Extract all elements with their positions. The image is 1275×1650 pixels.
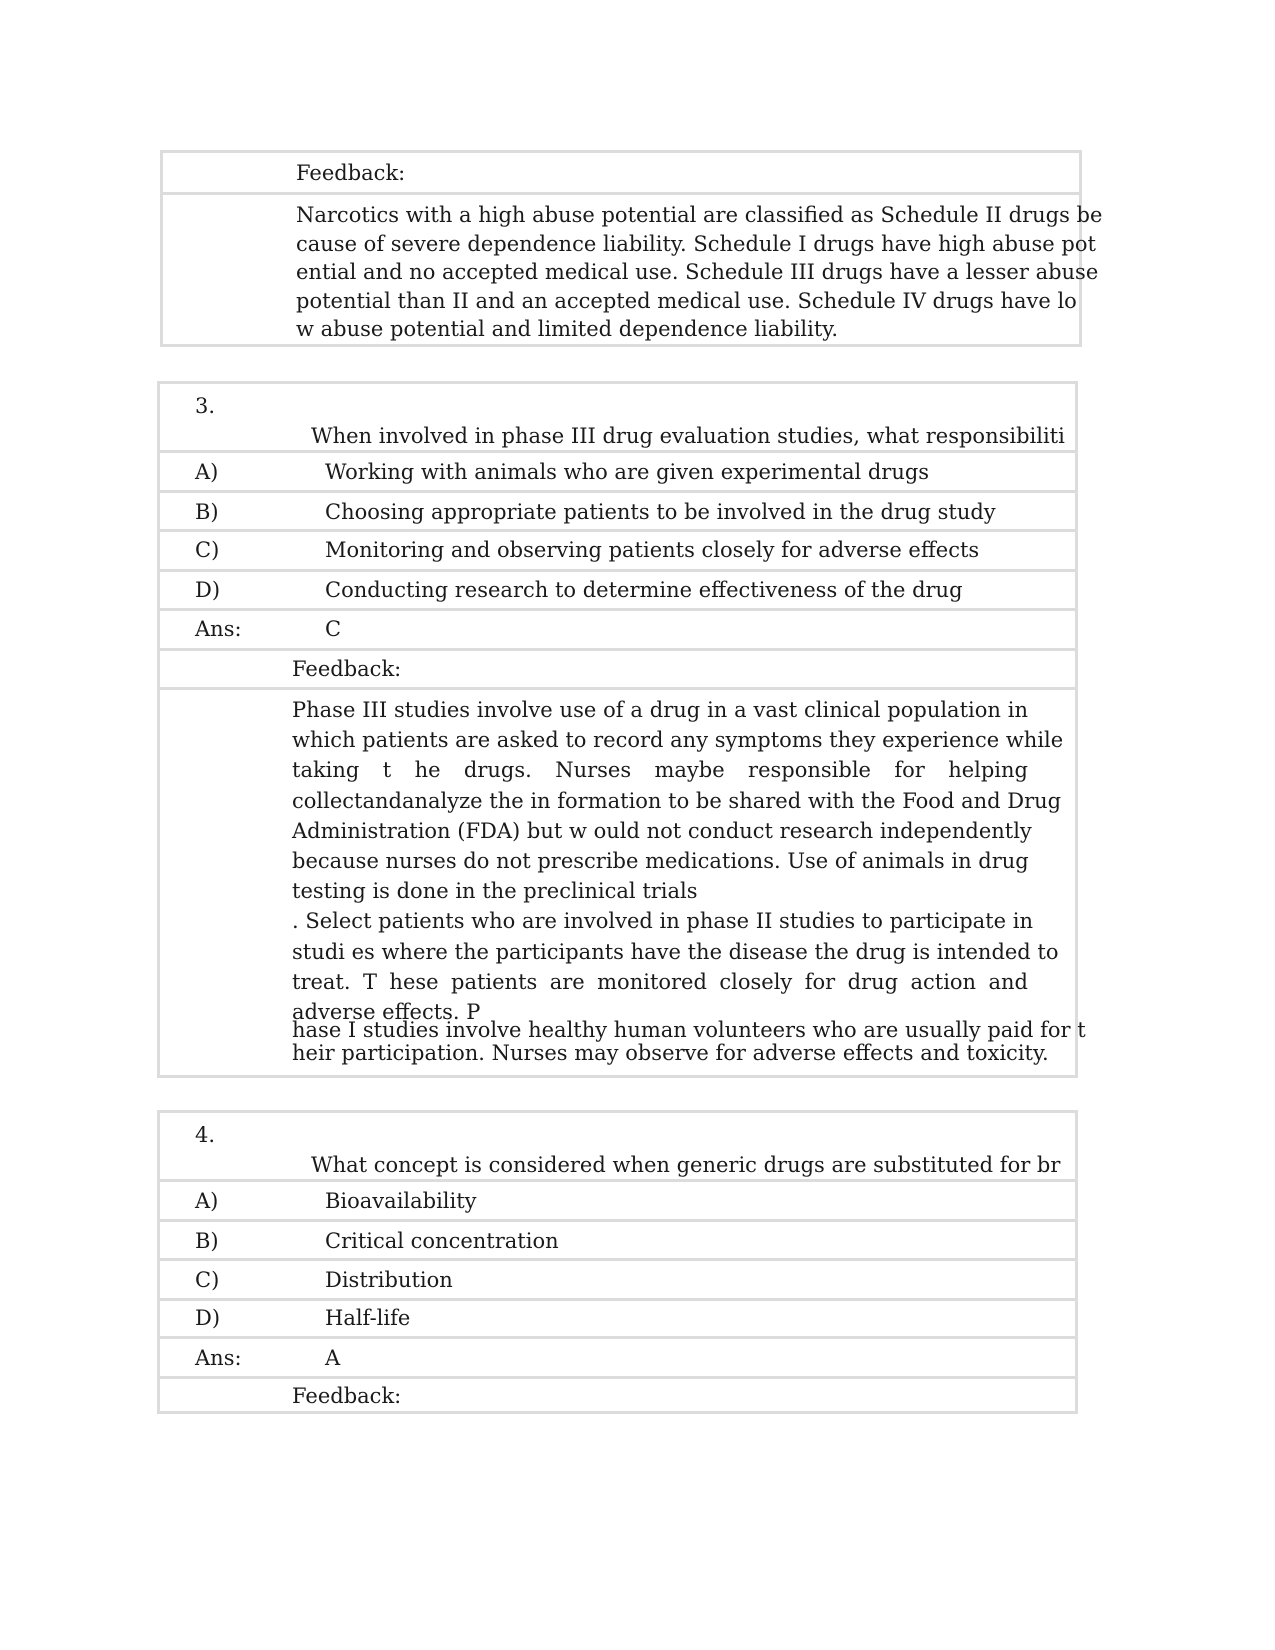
answer-label: Ans:: [195, 1346, 242, 1370]
option-letter: B): [195, 1229, 219, 1253]
answer-label: Ans:: [195, 617, 242, 641]
feedback-line: treat. T hese patients are monitored closely for drug action and: [292, 969, 1028, 994]
question-block-4: [157, 1110, 1078, 1414]
option-letter: D): [195, 1306, 221, 1330]
feedback-text-tail: [292, 1018, 1086, 1065]
option-row-d: [160, 1301, 1075, 1339]
option-text: Monitoring and observing patients closely for adverse effects: [325, 538, 980, 562]
option-letter: C): [195, 538, 220, 562]
question-number: 3.: [195, 394, 216, 418]
option-text: Half-life: [325, 1306, 411, 1330]
option-text: Conducting research to determine effectiveness of the drug: [325, 578, 963, 602]
answer-value: A: [325, 1346, 341, 1370]
feedback-line: w abuse potential and limited dependence liability.: [296, 317, 839, 341]
feedback-line: potential than II and an accepted medical use. Schedule IV drugs have lo: [296, 288, 1077, 313]
feedback-line: which patients are asked to record any symptoms they experience while: [292, 728, 1064, 753]
option-row-b: [160, 493, 1075, 532]
feedback-line: heir participation. Nurses may observe for adverse effects and toxicity.: [292, 1041, 1049, 1065]
feedback-text: [292, 695, 1064, 1027]
feedback-line: collectandanalyze the in formation to be shared with the Food and Drug: [292, 788, 1062, 813]
feedback-line: taking t he drugs. Nurses maybe responsible for helping: [292, 758, 1028, 783]
feedback-line: Phase III studies involve use of a drug in a vast clinical population in: [292, 698, 1028, 722]
answer-row: [160, 1339, 1075, 1379]
option-row-a: [160, 1182, 1075, 1222]
feedback-line: Narcotics with a high abuse potential are classified as Schedule II drugs be: [296, 203, 1103, 227]
feedback-label-row: [163, 153, 1079, 195]
feedback-label: Feedback:: [296, 161, 406, 185]
answer-value: C: [325, 617, 342, 641]
feedback-block-q2: [160, 150, 1103, 347]
feedback-text: [296, 201, 1103, 344]
option-text: Distribution: [325, 1268, 453, 1292]
option-row-b: [160, 1222, 1075, 1261]
feedback-line: hase I studies involve healthy human volunteers who are usually paid for t: [292, 1018, 1086, 1042]
feedback-line: . Select patients who are involved in phase II studies to participate in: [292, 909, 1033, 934]
option-letter: A): [195, 1189, 219, 1213]
question-header-row: [160, 1113, 1075, 1182]
feedback-label: Feedback:: [292, 1384, 402, 1408]
option-letter: C): [195, 1268, 220, 1292]
option-row-c: [160, 1261, 1075, 1301]
option-text: Choosing appropriate patients to be involved in the drug study: [325, 500, 996, 524]
option-letter: B): [195, 500, 219, 524]
feedback-line: cause of severe dependence liability. Schedule I drugs have high abuse pot: [296, 231, 1096, 256]
option-letter: A): [195, 460, 219, 484]
option-row-a: [160, 453, 1075, 493]
option-text: Working with animals who are given experimental drugs: [325, 460, 930, 484]
option-text: Bioavailability: [325, 1189, 477, 1213]
feedback-line: studi es where the participants have the disease the drug is intended to: [292, 939, 1059, 964]
feedback-line: ential and no accepted medical use. Schedule III drugs have a lesser abuse: [296, 260, 1099, 284]
question-header-row: [160, 384, 1075, 453]
feedback-label: Feedback:: [292, 657, 402, 681]
answer-row: [160, 611, 1075, 651]
question-number: 4.: [195, 1123, 216, 1147]
feedback-line: because nurses do not prescribe medications. Use of animals in drug: [292, 849, 1029, 874]
feedback-line: Administration (FDA) but w ould not conduct research independently: [292, 818, 1032, 843]
feedback-line: adverse effects. P: [292, 1000, 481, 1025]
feedback-label-row: [160, 651, 1075, 690]
feedback-line: testing is done in the preclinical trials: [292, 879, 698, 904]
option-row-c: [160, 532, 1075, 572]
option-letter: D): [195, 578, 221, 602]
question-block-3: [157, 381, 1086, 1078]
question-text: What concept is considered when generic drugs are substituted for br: [311, 1153, 1061, 1177]
question-text: When involved in phase III drug evaluation studies, what responsibiliti: [311, 424, 1065, 448]
feedback-label-row: [160, 1379, 1075, 1414]
option-row-d: [160, 572, 1075, 611]
option-text: Critical concentration: [325, 1229, 559, 1253]
